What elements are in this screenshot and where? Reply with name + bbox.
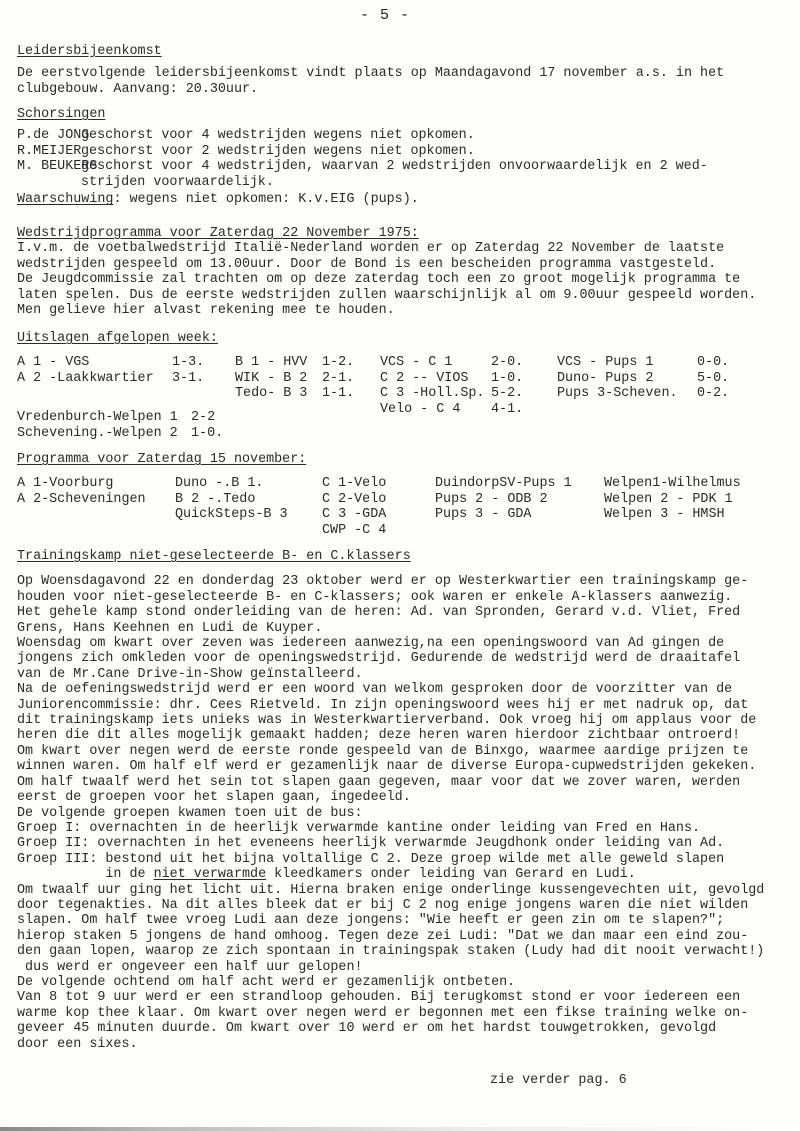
result-match: Duno- Pups 2 — [557, 370, 654, 386]
text-line: dus werd er ongeveer een half uur gelopen! — [17, 959, 363, 975]
text-line: Om kwart over negen werd de eerste ronde gespeeld van de Binxgo, waarmee aardige prijzen te — [17, 743, 749, 759]
fixture: C 1-Velo — [322, 476, 387, 492]
section-wedstrijdprogramma — [17, 226, 787, 318]
underlined-text: niet verwarmde — [153, 867, 267, 883]
text-line: De eerstvolgende leidersbijeenkomst vindt plaats op Maandagavond 17 november a.s. in het — [17, 66, 725, 82]
result-score: 0-2. — [697, 386, 730, 402]
result-score: 2-0. — [491, 355, 524, 371]
suspension-text: geschorst voor 4 wedstrijden wegens niet opkomen. — [81, 128, 475, 144]
text-line: Op Woensdagavond 22 en donderdag 23 oktober werd er op Westerkwartier een trainingskamp ge- — [17, 574, 749, 590]
result-match: A 2 -Laakkwartier — [17, 370, 154, 386]
warning-label: Waarschuwing — [17, 192, 114, 208]
section-leidersbijeenkomst — [17, 44, 787, 97]
suspension-text: strijden voorwaardelijk. — [81, 174, 274, 190]
suspension-list — [17, 128, 787, 192]
suspension-text: geschorst voor 2 wedstrijden wegens niet opkomen. — [81, 143, 475, 159]
text-line: De volgende groepen kwamen toen uit de bus: — [17, 805, 363, 821]
text-line: den gaan lopen, waarop ze zich spontaan in trainingspak staken (Ludy had dit nooit verwacht!) — [17, 944, 765, 960]
result-score: 5-2. — [491, 386, 524, 402]
section-heading: Schorsingen — [17, 107, 106, 122]
text-line — [17, 867, 787, 882]
text-line: Men gelieve hier alvast rekening mee te houden. — [17, 303, 395, 319]
text-line: Van 8 tot 9 uur werd er een strandloop gehouden. Bij terugkomst stond er voor iedereen een — [17, 990, 741, 1006]
text-line: Juniorencommissie: dhr. Cees Rietveld. In zijn openingswoord wees hij er met nadruk op, dat — [17, 697, 749, 713]
paragraph — [17, 241, 787, 318]
fixture: Welpen 3 - HMSH — [604, 507, 725, 523]
result-score: 1-3. — [172, 355, 205, 371]
section-trainingskamp — [17, 549, 787, 1052]
text-line: laten spelen. Dus de eerste wedstrijden zullen waarschijnlijk al om 9.00uur gespeeld worden. — [17, 287, 757, 303]
text-line: Om half twaalf werd het sein tot slapen gaan gegeven, maar voor dat we zover waren, werden — [17, 774, 741, 790]
text-line: jongens zich omkleden voor de openingswedstrijd. Gedurende de wedstrijd werd de draaitafel — [17, 651, 741, 667]
text-line: Het gehele kamp stond onderleiding van de heren: Ad. van Spronden, Gerard v.d. Vliet, Fred — [17, 605, 741, 621]
fixture: C 2-Velo — [322, 491, 387, 507]
section-uitslagen — [17, 331, 787, 451]
text-line: door tegenakties. Na dit alles bleek dat er bij C 2 nog enige jongens waren die niet wilden — [17, 897, 749, 913]
text-line: Grens, Hans Keehnen en Ludi de Kuyper. — [17, 620, 323, 636]
text-line: De volgende ochtend om half acht werd er gezamenlijk ontbeten. — [17, 974, 516, 990]
warning-text: : wegens niet opkomen: K.v.EIG (pups). — [113, 192, 419, 208]
text-line: warme kop thee klaar. Om kwart over negen werd er begonnen met een fikse training welke on- — [17, 1005, 749, 1021]
warning-line — [17, 192, 787, 207]
result-match: Schevening.-Welpen 2 — [17, 425, 178, 441]
fixture: A 2-Scheveningen — [17, 491, 146, 507]
fixture: Pups 2 - ODB 2 — [435, 491, 548, 507]
text-fragment: kleedkamers onder leiding van Gerard en Ludi. — [266, 867, 636, 883]
fixture: CWP -C 4 — [322, 522, 387, 538]
result-match: C 2 -- VIOS — [380, 370, 469, 386]
result-score: 3-1. — [172, 370, 205, 386]
result-match: A 1 - VGS — [17, 355, 90, 371]
section-heading: Uitslagen afgelopen week: — [17, 331, 218, 346]
text-line: geveer 45 minuten duurde. Om kwart over 10 werd er om het hardst touwgetrokken, gevolgd — [17, 1021, 717, 1037]
result-match: Tedo- B 3 — [235, 386, 308, 402]
result-score: 5-0. — [697, 370, 730, 386]
paragraph — [17, 66, 787, 97]
player-name: P.de JONG — [17, 128, 90, 144]
text-line: Groep II: overnachten in het eveneens heerlijk verwarmde Jeugdhonk onder leiding van Ad. — [17, 836, 725, 852]
scan-edge — [0, 1127, 800, 1131]
fixture: Duno -.B 1. — [175, 476, 264, 492]
text-line: eerst de groepen voor het slapen gaan, ingedeeld. — [17, 790, 411, 806]
section-schorsingen — [17, 107, 787, 208]
result-score: 1-0. — [191, 425, 224, 441]
text-line: heren die dit alles mogelijk gemaakt hadden; deze heren waren hierdoor zichtbaar ontroerd! — [17, 728, 741, 744]
result-match: VCS - C 1 — [380, 355, 453, 371]
text-line: van de Mr.Cane Drive-in-Show geïnstalleerd. — [17, 666, 363, 682]
text-line: Na de oefeningswedstrijd werd er een woord van welkom gesproken door de voorzitter van de — [17, 682, 733, 698]
fixture: Welpen 2 - PDK 1 — [604, 491, 733, 507]
result-score: 1-0. — [491, 370, 524, 386]
result-match: VCS - Pups 1 — [557, 355, 654, 371]
fixture: Pups 3 - GDA — [435, 507, 532, 523]
text-line: Groep I: overnachten in de heerlijk verwarmde kantine onder leiding van Fred en Hans. — [17, 820, 701, 836]
continued-note: zie verder pag. 6 — [490, 1073, 627, 1088]
result-score: 1-1. — [322, 386, 355, 402]
result-match: Velo - C 4 — [380, 401, 461, 417]
text-line: hierop staken 5 jongens de hand omhoog. Tegen deze zei Ludi: "Dat we dan maar een eind zou- — [17, 928, 749, 944]
text-line: Woensdag om kwart over zeven was iedereen aanwezig,na een openingswoord van Ad gingen de — [17, 636, 725, 652]
section-heading: Programma voor Zaterdag 15 november: — [17, 452, 307, 467]
result-score: 2-1. — [322, 370, 355, 386]
text-line: Om twaalf uur ging het licht uit. Hierna braken enige onderlinge kussengevechten uit, gevolgd — [17, 882, 765, 898]
fixture: A 1-Voorburg — [17, 476, 114, 492]
result-score: 2-2 — [191, 410, 216, 426]
result-score: 0-0. — [697, 355, 730, 371]
section-heading: Leidersbijeenkomst — [17, 44, 162, 59]
result-match: WIK - B 2 — [235, 370, 308, 386]
fixture: QuickSteps-B 3 — [175, 507, 288, 523]
page-number: - 5 - — [360, 7, 411, 24]
result-score: 4-1. — [491, 401, 524, 417]
text-line: winnen waren. Om half elf werd er gezamenlijk naar de diverse Europa-cupwedstrijden gekeken. — [17, 759, 757, 775]
text-line: Groep III: bestond uit het bijna voltallige C 2. Deze groep wilde met alle geweld slapen — [17, 851, 725, 867]
text-line: wedstrijden gespeeld om 13.00uur. Door de Bond is een bescheiden programma vastgesteld. — [17, 256, 717, 272]
player-name: R.MEIJER — [17, 143, 82, 159]
text-line: houden voor niet-geselecteerde B- en C-klassers; ook waren er enkele A-klassers aanwezig. — [17, 589, 733, 605]
text-line: De Jeugdcommissie zal trachten om op deze zaterdag toch een zo groot mogelijk programma te — [17, 272, 741, 288]
result-match: Pups 3-Scheven. — [557, 386, 678, 402]
paragraph — [17, 574, 787, 1052]
results-table — [17, 355, 787, 451]
result-match: B 1 - HVV — [235, 355, 308, 371]
result-match: C 3 -Holl.Sp. — [380, 386, 485, 402]
text-line: clubgebouw. Aanvang: 20.30uur. — [17, 81, 259, 97]
fixture: DuindorpSV-Pups 1 — [435, 476, 572, 492]
result-score: 1-2. — [322, 355, 355, 371]
text-line: I.v.m. de voetbalwedstrijd Italië-Nederland worden er op Zaterdag 22 November de laatste — [17, 241, 725, 257]
fixture: C 3 -GDA — [322, 507, 387, 523]
result-match: Vredenburch-Welpen 1 — [17, 410, 178, 426]
fixture: Welpen1-Wilhelmus — [604, 476, 741, 492]
fixture: B 2 -.Tedo — [175, 491, 256, 507]
text-line: dit trainingskamp iets unieks was in Westerkwartierverband. Ook vroeg hij om applaus voor de — [17, 713, 757, 729]
text-line: door een sixes. — [17, 1036, 138, 1052]
schedule-table — [17, 476, 787, 540]
section-heading: Trainingskamp niet-geselecteerde B- en C.klassers — [17, 549, 411, 564]
player-name: M. BEUKERS — [17, 159, 98, 175]
section-programma — [17, 452, 787, 540]
text-line: slapen. Om half twee vroeg Ludi aan deze jongens: "Wie heeft er geen zin om te slapen?"; — [17, 913, 725, 929]
indent-text: in de — [17, 867, 154, 883]
suspension-text: geschorst voor 4 wedstrijden, waarvan 2 wedstrijden onvoorwaardelijk en 2 wed- — [81, 159, 708, 175]
section-heading: Wedstrijdprogramma voor Zaterdag 22 November 1975: — [17, 226, 419, 241]
